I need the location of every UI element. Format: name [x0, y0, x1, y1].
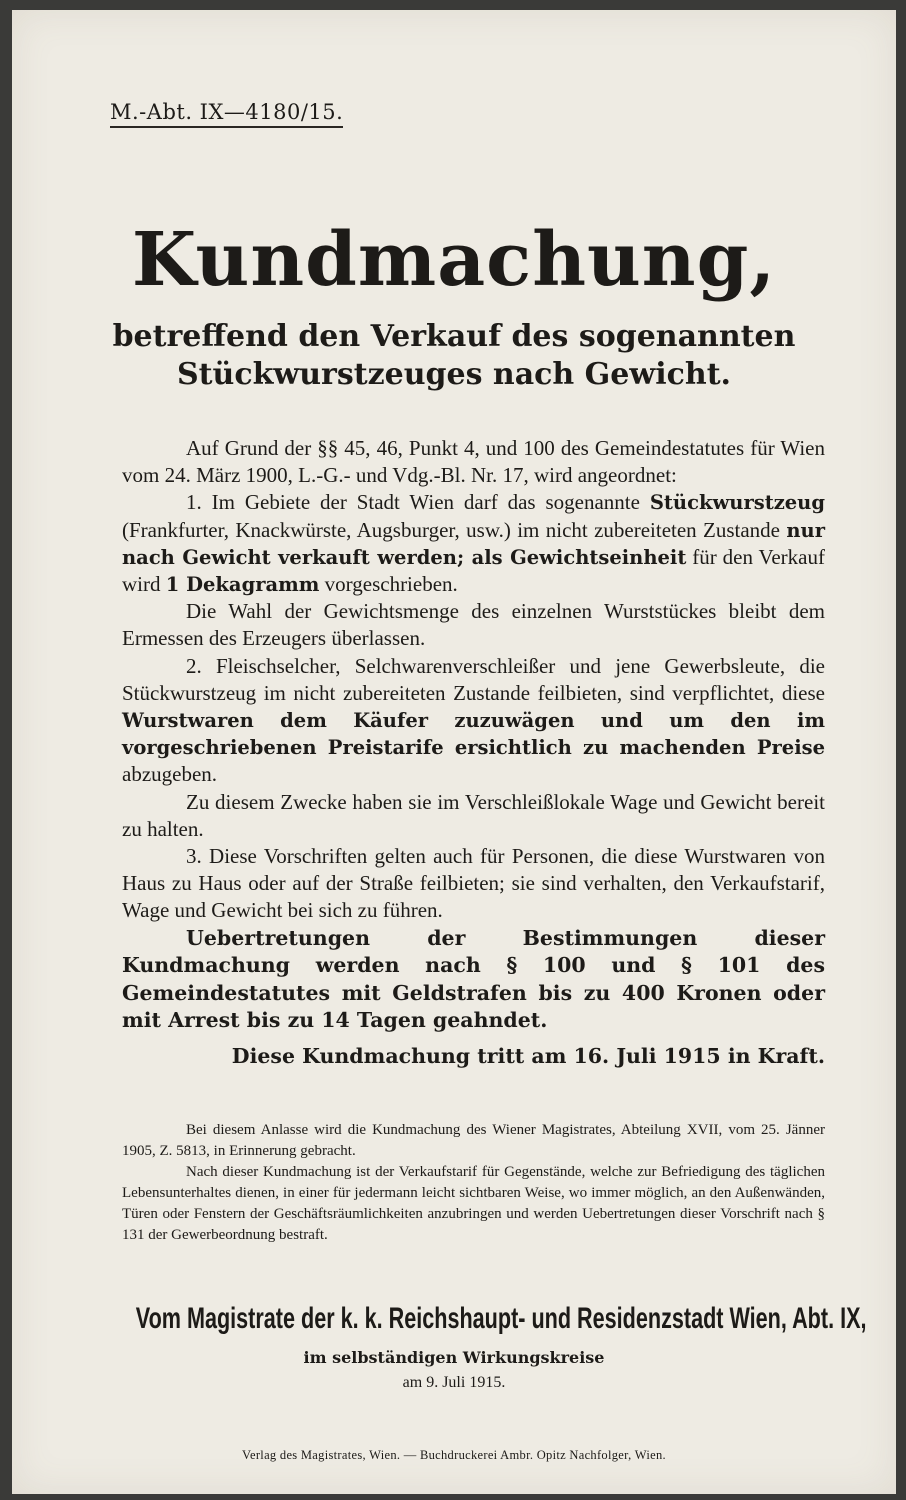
section-2b-paragraph: Zu diesem Zwecke haben sie im Verschleißlokale Wage und Gewicht bereit zu halten. — [122, 789, 825, 841]
section-1-paragraph — [122, 489, 825, 598]
printer-imprint: Verlag des Magistrates, Wien. — Buchdruckerei Ambr. Opitz Nachfolger, Wien. — [242, 1448, 666, 1462]
issue-date: am 9. Juli 1915. — [402, 1374, 506, 1391]
notes-block — [122, 1120, 825, 1246]
penalty-paragraph: Uebertretungen der Bestimmungen dieser Kundmachung werden nach § 100 und § 101 des Gemeindestatutes mit Geldstrafen bis zu 400 Kronen oder mit Arrest bis zu 14 Tagen geahndet. — [122, 925, 825, 1033]
subtitle-line-2: Stückwurstzeuges nach Gewicht. — [177, 357, 731, 392]
issuing-authority: Vom Magistrate der k. k. Reichshaupt- und Residenzstadt Wien, Abt. IX, — [135, 1302, 867, 1335]
sphere-of-action: im selbständigen Wirkungskreise — [303, 1348, 605, 1367]
section-2-bold-b: Wurstwaren dem Käufer zuzuwägen und um den im vorgeschriebenen Preistarife ersichtlich zu machenden Preise — [122, 709, 825, 760]
section-1b-paragraph: Die Wahl der Gewichtsmenge des einzelnen Wurststückes bleibt dem Ermessen des Erzeugers überlassen. — [122, 599, 825, 651]
subtitle-line-1: betreffend den Verkauf des sogenannten — [112, 319, 796, 354]
note-1: Bei diesem Anlasse wird die Kundmachung des Wiener Magistrates, Abteilung XVII, vom 25. Jänner 1905, Z. 5813, in Erinnerung gebracht. — [122, 1122, 825, 1159]
section-1-text-e: für den Verkauf wird — [122, 544, 825, 597]
note-2: Nach dieser Kundmachung ist der Verkaufstarif für Gegenstände, welche zur Befriedigung des täglichen Lebensunterhaltes dienen, in einer für jedermann leicht sichtbaren Weise, wo immer möglich, an den Außenwänden, Türen oder Fenstern der Geschäftsräumlichkeiten anzubringen und werden Uebertretungen dieser Vorschrift nach § 131 der Gewerbeordnung bestraft. — [122, 1164, 825, 1243]
poster-sheet — [12, 10, 896, 1494]
section-1-bold-f: 1 Dekagramm — [165, 573, 320, 597]
section-1-text-a: 1. Im Gebiete der Stadt Wien darf das sogenannte — [186, 490, 650, 515]
effective-date-line: Diese Kundmachung tritt am 16. Juli 1915 in Kraft. — [231, 1043, 825, 1068]
section-2-paragraph — [122, 653, 825, 789]
section-3-paragraph: 3. Diese Vorschriften gelten auch für Personen, die diese Wurstwaren von Haus zu Haus oder auf der Straße feilbieten; sie sind verhalten, den Verkaufstarif, Wage und Gewicht bei sich zu führen. — [122, 844, 825, 923]
section-1-text-g: vorgeschrieben. — [319, 572, 458, 597]
reference-number: M.-Abt. IX—4180/15. — [110, 100, 343, 128]
intro-paragraph: Auf Grund der §§ 45, 46, Punkt 4, und 100 des Gemeindestatutes für Wien vom 24. März 1900, L.-G.- und Vdg.-Bl. Nr. 17, wird angeordnet: — [122, 436, 825, 488]
section-1-bold-b: Stückwurstzeug — [649, 491, 825, 515]
section-1-bold-d: nur nach Gewicht verkauft werden; als Gewichtseinheit — [122, 518, 825, 569]
document-subtitle — [72, 318, 836, 394]
document-body — [122, 435, 825, 1070]
section-2-text-a: 2. Fleischselcher, Selchwarenverschleißer und jene Gewerbsleute, die Stückwurstzeug im nicht zubereiteten Zustande feilbieten, sind verpflichtet, diese — [122, 653, 825, 705]
section-1-text-c: (Frankfurter, Knackwürste, Augsburger, usw.) im nicht zubereiteten Zustande — [122, 517, 787, 542]
document-title: Kundmachung, — [131, 217, 777, 303]
section-2-text-c: abzugeben. — [122, 762, 218, 787]
